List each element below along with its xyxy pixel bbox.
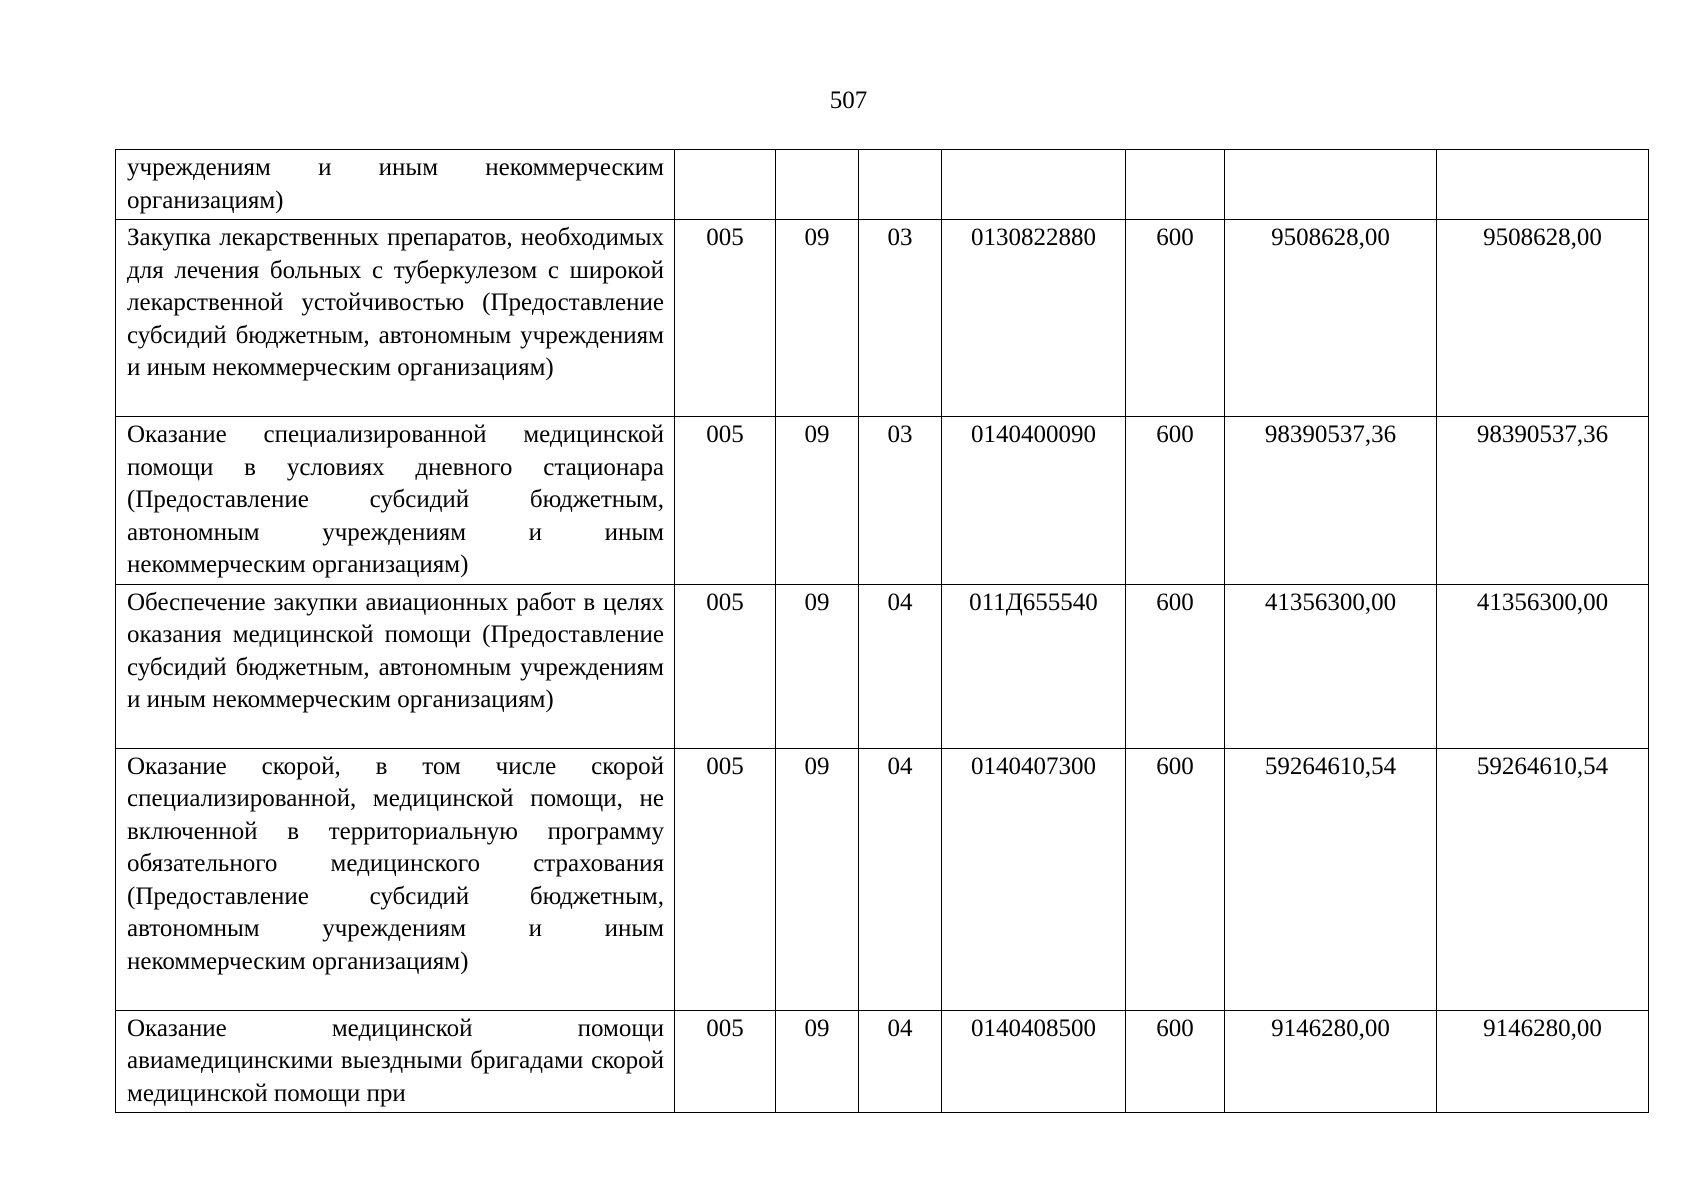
subsection-code-cell: 04: [859, 1010, 942, 1113]
admin-code-cell: 005: [675, 417, 776, 585]
subsection-code-cell: 03: [859, 417, 942, 585]
row-description: Оказание скорой, в том числе скорой специализированной, медицинской помощи, не включенной в территориальную программу обязательного медицинского страхования (Предоставление субсидий бюджетным, автономным учреждениям и иным некоммерческим организациям): [116, 748, 675, 1010]
amount-cell-1: 9146280,00: [1225, 1010, 1437, 1113]
row-description: Обеспечение закупки авиационных работ в целях оказания медицинской помощи (Предоставление субсидий бюджетным, автономным учреждениям и иным некоммерческим организациям): [116, 584, 675, 748]
subsection-code-cell: 04: [859, 584, 942, 748]
amount-cell-1: [1225, 150, 1437, 220]
amount-cell-2: 59264610,54: [1437, 748, 1649, 1010]
amount-cell-1: 9508628,00: [1225, 220, 1437, 417]
table-row: [116, 748, 1649, 1010]
section-code-cell: 09: [776, 584, 859, 748]
section-code-cell: [776, 150, 859, 220]
admin-code-cell: 005: [675, 1010, 776, 1113]
expense-type-cell: 600: [1126, 220, 1225, 417]
subsection-code-cell: 04: [859, 748, 942, 1010]
row-description: Оказание специализированной медицинской помощи в условиях дневного стационара (Предоставление субсидий бюджетным, автономным учреждениям и иным некоммерческим организациям): [116, 417, 675, 585]
amount-cell-2: 9508628,00: [1437, 220, 1649, 417]
row-description: учреждениям и иным некоммерческим организациям): [116, 150, 675, 220]
amount-cell-2: 41356300,00: [1437, 584, 1649, 748]
row-description: Оказание медицинской помощи авиамедицинскими выездными бригадами скорой медицинской помощи при: [116, 1010, 675, 1113]
subsection-code-cell: [859, 150, 942, 220]
expense-type-cell: 600: [1126, 417, 1225, 585]
target-code-cell: 0140407300: [942, 748, 1126, 1010]
amount-cell-1: 59264610,54: [1225, 748, 1437, 1010]
amount-cell-2: 9146280,00: [1437, 1010, 1649, 1113]
table-row: [116, 1010, 1649, 1113]
section-code-cell: 09: [776, 220, 859, 417]
section-code-cell: 09: [776, 748, 859, 1010]
target-code-cell: 011Д655540: [942, 584, 1126, 748]
page-number: 507: [829, 87, 868, 114]
amount-cell-2: 98390537,36: [1437, 417, 1649, 585]
target-code-cell: 0140400090: [942, 417, 1126, 585]
expense-type-cell: 600: [1126, 748, 1225, 1010]
target-code-cell: [942, 150, 1126, 220]
admin-code-cell: 005: [675, 584, 776, 748]
expense-type-cell: [1126, 150, 1225, 220]
admin-code-cell: 005: [675, 748, 776, 1010]
amount-cell-1: 41356300,00: [1225, 584, 1437, 748]
budget-table: [115, 149, 1649, 1113]
expense-type-cell: 600: [1126, 1010, 1225, 1113]
section-code-cell: 09: [776, 1010, 859, 1113]
subsection-code-cell: 03: [859, 220, 942, 417]
row-description: Закупка лекарственных препаратов, необходимых для лечения больных с туберкулезом с широкой лекарственной устойчивостью (Предоставление субсидий бюджетным, автономным учреждениям и иным некоммерческим организациям): [116, 220, 675, 417]
amount-cell-1: 98390537,36: [1225, 417, 1437, 585]
target-code-cell: 0140408500: [942, 1010, 1126, 1113]
expense-type-cell: 600: [1126, 584, 1225, 748]
amount-cell-2: [1437, 150, 1649, 220]
section-code-cell: 09: [776, 417, 859, 585]
target-code-cell: 0130822880: [942, 220, 1126, 417]
admin-code-cell: [675, 150, 776, 220]
admin-code-cell: 005: [675, 220, 776, 417]
table-row: [116, 150, 1649, 220]
table-row: [116, 417, 1649, 585]
table-row: [116, 220, 1649, 417]
table-row: [116, 584, 1649, 748]
